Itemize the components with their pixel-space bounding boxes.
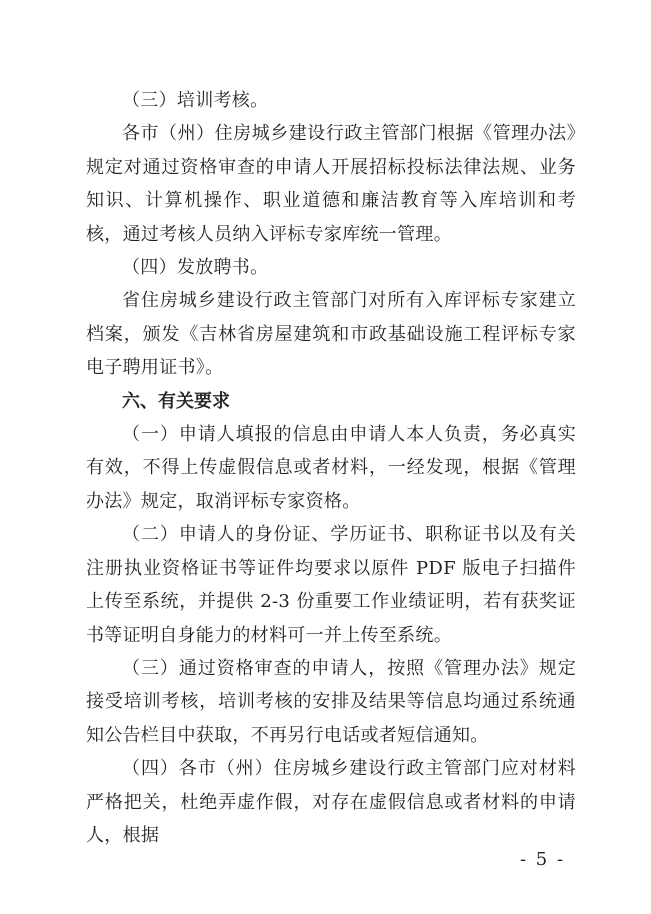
section-heading-requirements: 六、有关要求 xyxy=(122,390,230,412)
requirement-item-4: （四）各市（州）住房城乡建设行政主管部门应对材料严格把关，杜绝弄虚作假，对存在虚假信息或者材料的申请人，根据 xyxy=(86,758,576,846)
requirement-item-1: （一）申请人填报的信息由申请人本人负责，务必真实有效，不得上传虚假信息或者材料，一经发现，根据《管理办法》规定，取消评标专家资格。 xyxy=(86,424,576,512)
requirement-item-2: （二）申请人的身份证、学历证书、职称证书以及有关注册执业资格证书等证件均要求以原件 PDF 版电子扫描件上传至系统，并提供 2-3 份重要工作业绩证明，若有获奖证书等证明自身能力的材料可一并上传至系统。 xyxy=(86,524,576,646)
page-number: - 5 - xyxy=(520,849,566,870)
subheading-issue-certificate: （四）发放聘书。 xyxy=(122,257,269,279)
requirement-item-3: （三）通过资格审查的申请人，按照《管理办法》规定接受培训考核，培训考核的安排及结果等信息均通过系统通知公告栏目中获取，不再另行电话或者短信通知。 xyxy=(86,657,576,746)
paragraph-training-assessment: 各市（州）住房城乡建设行政主管部门根据《管理办法》规定对通过资格审查的申请人开展招标投标法律法规、业务知识、计算机操作、职业道德和廉洁教育等入库培训和考核，通过考核人员纳入评标专家库统一管理。 xyxy=(86,123,576,245)
document-body xyxy=(86,84,576,852)
paragraph-issue-certificate: 省住房城乡建设行政主管部门对所有入库评标专家建立档案，颁发《吉林省房屋建筑和市政基础设施工程评标专家电子聘用证书》。 xyxy=(86,290,576,379)
subheading-training-assessment: （三）培训考核。 xyxy=(122,90,269,111)
